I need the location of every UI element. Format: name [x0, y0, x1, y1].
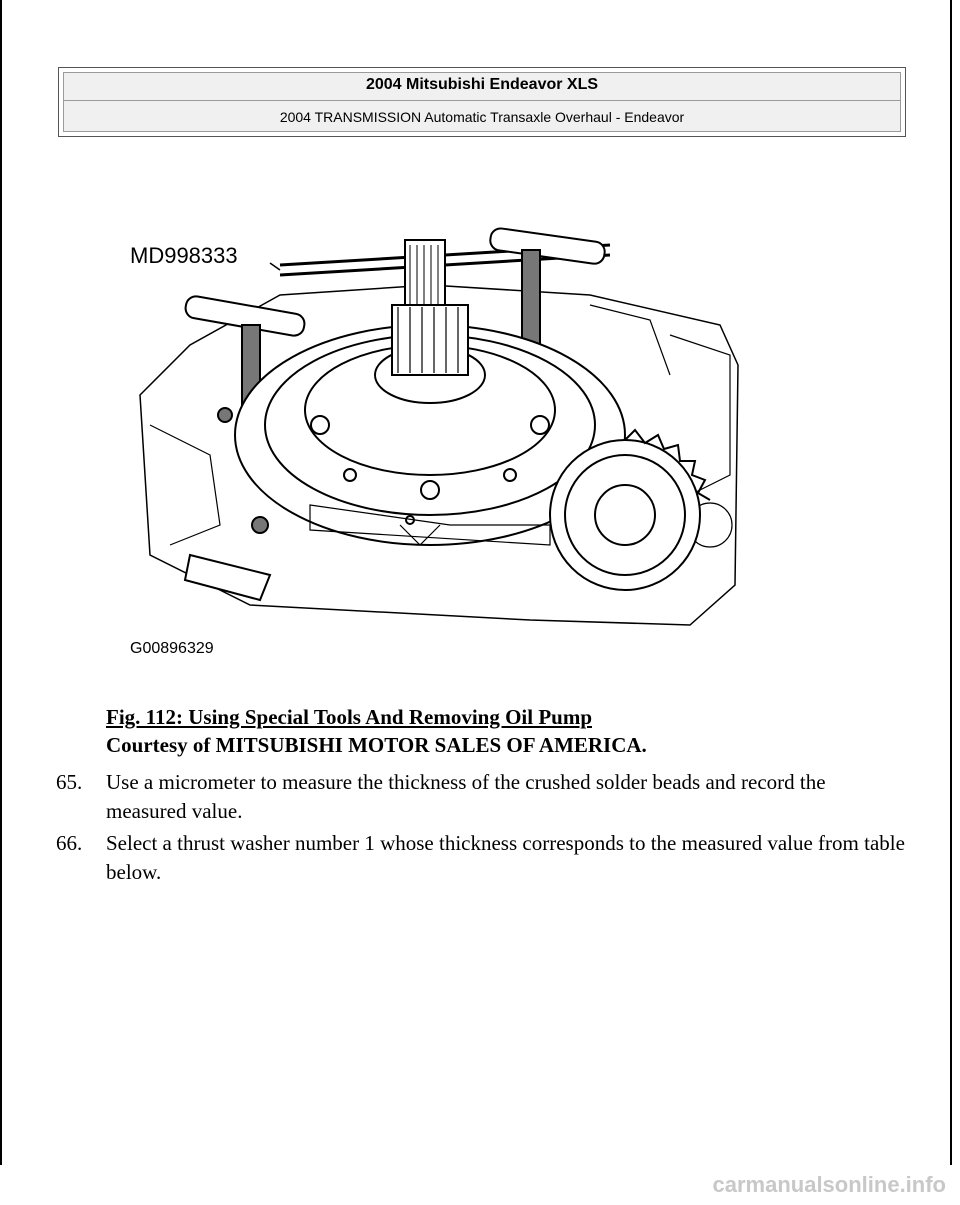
procedure-step	[56, 768, 906, 826]
step-text: Select a thrust washer number 1 whose thickness corresponds to the measured value from table below.	[106, 831, 905, 884]
page-left-border	[0, 0, 2, 1165]
header-title: 2004 Mitsubishi Endeavor XLS	[365, 76, 599, 93]
header-subtitle: 2004 TRANSMISSION Automatic Transaxle Overhaul - Endeavor	[279, 109, 685, 125]
figure-caption	[106, 703, 647, 759]
figure-title: Fig. 112: Using Special Tools And Removing Oil Pump	[106, 705, 593, 729]
document-header	[58, 67, 906, 137]
step-number: 66.	[56, 831, 83, 855]
figure-code-label: G00896329	[130, 640, 214, 657]
oil-pump-removal-illustration	[130, 225, 740, 665]
page-right-border	[950, 0, 952, 1165]
header-panel	[63, 72, 901, 132]
figure-courtesy: Courtesy of MITSUBISHI MOTOR SALES OF AMERICA.	[106, 733, 647, 757]
tool-callout-label: MD998333	[130, 243, 238, 268]
step-number: 65.	[56, 770, 83, 794]
site-watermark: carmanualsonline.info	[712, 1172, 946, 1197]
procedure-step	[56, 829, 906, 887]
step-text: Use a micrometer to measure the thickness of the crushed solder beads and record the measured value.	[106, 770, 826, 823]
header-divider	[64, 100, 900, 101]
